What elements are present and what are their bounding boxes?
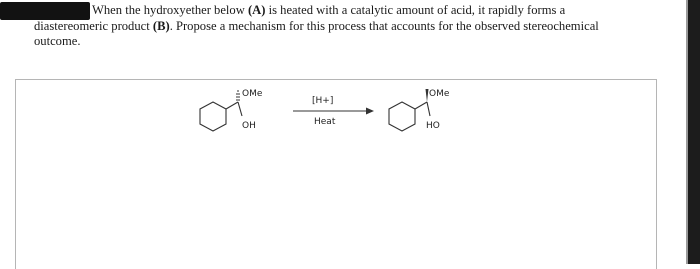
product-ch2-bond — [415, 102, 427, 109]
reactant-hashed-wedge — [236, 91, 240, 100]
product-ome-label: OMe — [429, 89, 450, 99]
reactant-ch2-bond — [226, 102, 238, 109]
product-ring — [389, 102, 415, 131]
question-line-1: When the hydroxyether below (A) is heated with a catalytic amount of acid, it rapidly forms a — [92, 3, 566, 17]
label-b: (B) — [152, 18, 170, 33]
reactant-structure — [200, 89, 263, 131]
question-line-3: outcome. — [34, 34, 81, 48]
reactant-oh-label: OH — [242, 121, 256, 131]
reactant-ring — [200, 102, 226, 131]
reactant-ome-label: OMe — [242, 89, 263, 99]
reagent-heat-label: Heat — [314, 117, 336, 127]
product-structure — [389, 89, 450, 131]
product-ho-label: HO — [426, 121, 440, 131]
reagent-acid-label: [H+] — [312, 96, 334, 106]
reaction-scheme — [16, 80, 658, 200]
question-text — [34, 3, 674, 50]
reaction-arrow-group — [293, 96, 374, 127]
right-edge-bar — [688, 0, 700, 264]
product-ho-bond — [427, 102, 430, 116]
reaction-arrow-head — [366, 108, 374, 115]
label-a: (A) — [247, 3, 266, 17]
answer-box — [15, 79, 657, 269]
question-line-2: diastereomeric product (B). Propose a mechanism for this process that accounts for the observed stereochemical — [34, 18, 599, 33]
reactant-oh-bond — [238, 102, 242, 116]
